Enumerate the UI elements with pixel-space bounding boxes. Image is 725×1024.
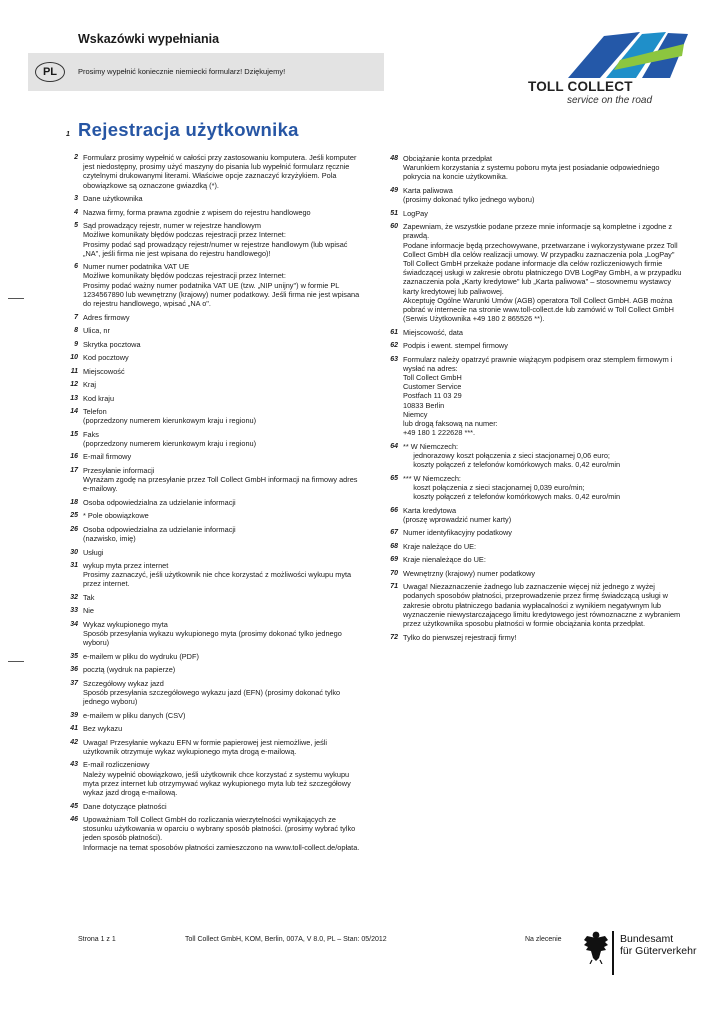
instruction-item — [60, 430, 362, 448]
item-number: 64 — [390, 442, 398, 450]
authority-name — [620, 933, 696, 957]
item-number: 6 — [74, 263, 78, 271]
item-text: Osoba odpowiedzialna za udzielanie informacji (nazwisko, imię) — [83, 524, 236, 544]
authority-divider — [612, 931, 614, 975]
item-text: Uwaga! Niezaznaczenie żadnego lub zaznaczenie więcej niż jednego z wyżej podanych sposobów płatności, przeprowadzenie przez firmę świadczącą usługi w zakresie obrotu płatniczego badania wypłacalności z wynikiem negatywnym lub wyznaczenie niewystarczającego limitu kredytowego jest równoznaczne z wybraniem przez użytkownika sposobu płatności w formie obciążania konta przedpłat. — [403, 582, 683, 629]
item-number: 2 — [74, 154, 78, 161]
margin-mark — [8, 298, 24, 299]
instruction-item — [60, 760, 362, 797]
item-text: Miejscowość — [83, 366, 125, 376]
instruction-item — [380, 582, 685, 628]
instruction-item — [60, 724, 362, 733]
item-text: Miejscowość, data — [403, 327, 463, 337]
item-number: 48 — [390, 155, 398, 162]
instruction-item — [60, 353, 362, 362]
item-number: 45 — [70, 802, 78, 810]
item-text: * Pole obowiązkowe — [83, 511, 149, 521]
instructions-left-column — [60, 153, 362, 856]
instruction-item — [60, 153, 362, 190]
item-text: Kod kraju — [83, 393, 115, 403]
margin-mark — [8, 661, 24, 662]
item-text: Dane dotyczące płatności — [83, 801, 167, 811]
language-note: Prosimy wypełnić koniecznie niemiecki formularz! Dziękujemy! — [78, 67, 286, 76]
item-text: Faks (poprzedzony numerem kierunkowym kraju i regionu) — [83, 429, 257, 448]
instruction-item — [380, 506, 685, 524]
instruction-item — [60, 561, 362, 589]
instruction-item — [60, 326, 362, 335]
item-number: 36 — [70, 666, 78, 674]
instruction-item — [380, 442, 685, 470]
language-badge: PL — [35, 62, 65, 82]
item-text: Zapewniam, że wszystkie podane przeze mnie informacje są kompletne i zgodne z prawdą. Podane informacje będą przechowywane, przetwarzane i wykorzystywane przez Toll Collect GmbH dla celów realizacji umowy. W przypadku zaznaczenia pola „LogPay" Toll Collect GmbH przekaże podane informacje dla celów rozliczeniowych firmie świadczącej usługi w zakresie obrotu płatniczego DVB LogPay GmbH, a w przypadku zaznaczenia pola „Karty kredytowe" lub „Karta paliwowa" – stosownemu wystawcy karty kredytowej lub paliwowej. Akceptuję Ogólne Warunki Umów (AGB) operatora Toll Collect GmbH. AGB można pobrać w internecie na stronie www.toll-collect.de lub zamówić w Toll Collect GmbH (Serwis Użytkownika +49 180 2 865526 **). — [403, 222, 682, 324]
instruction-item — [380, 186, 685, 204]
item-number: 12 — [70, 381, 78, 389]
item-number: 32 — [70, 593, 78, 601]
instruction-item — [380, 633, 685, 642]
item-text: Formularz należy opatrzyć prawnie wiążącym podpisem oraz stemplem firmowym i wysłać na adres: Toll Collect GmbH Customer Service Postfach 11 03 29 10833 Berlin Niemcy lub drogą faksową na numer: +49 180 1 222628 ***. — [403, 354, 673, 438]
item-text: Dane użytkownika — [83, 194, 143, 204]
item-number: 61 — [390, 328, 398, 336]
logo-wordmark: TOLL COLLECT — [528, 79, 633, 94]
item-text: Wykaz wykupionego myta Sposób przesyłania wykazu wykupionego myta (prosimy dokonać tylko jednego wyboru) — [83, 619, 342, 648]
instruction-item — [380, 154, 685, 182]
item-number: 51 — [390, 209, 398, 217]
instruction-item — [60, 313, 362, 322]
item-text: e-mailem w pliku danych (CSV) — [83, 710, 186, 720]
item-number: 14 — [70, 408, 78, 416]
item-text: pocztą (wydruk na papierze) — [83, 665, 176, 675]
instruction-item — [380, 222, 685, 323]
item-number: 5 — [74, 222, 78, 230]
item-number: 30 — [70, 548, 78, 556]
logo-tagline: service on the road — [567, 95, 653, 106]
item-number: 3 — [74, 195, 78, 203]
instruction-item — [60, 394, 362, 403]
instruction-item — [60, 606, 362, 615]
instruction-item — [60, 452, 362, 461]
item-number: 11 — [70, 367, 78, 375]
item-number: 7 — [74, 313, 78, 321]
item-number: 26 — [70, 525, 78, 533]
item-text: Telefon (poprzedzony numerem kierunkowym kraju i regionu) — [83, 407, 257, 426]
form-instructions-heading: Wskazówki wypełniania — [78, 32, 220, 46]
item-text: Karta paliwowa (prosimy dokonać tylko jednego wyboru) — [403, 185, 535, 205]
item-text: Sąd prowadzący rejestr, numer w rejestrze handlowym Możliwe komunikaty błędów podczas rejestracji przez Internet: Prosimy podać sąd prowadzący rejestr/numer w rejestrze handlowym (lub wpisać „NA", jeśli firma nie jest wpisana do rejestru handlowego)! — [83, 221, 348, 258]
instruction-item — [60, 802, 362, 811]
item-number: 18 — [70, 498, 78, 506]
footer-page-number: Strona 1 z 1 — [78, 936, 116, 943]
item-number: 34 — [70, 620, 78, 628]
item-number: 37 — [70, 679, 78, 687]
item-number: 46 — [70, 816, 78, 824]
federal-eagle-icon — [583, 930, 609, 964]
item-text: Adres firmowy — [83, 312, 130, 322]
item-number: 69 — [390, 556, 398, 564]
instruction-item — [60, 593, 362, 602]
item-text: Kod pocztowy — [83, 353, 129, 363]
instruction-item — [380, 542, 685, 551]
item-text: Szczegółowy wykaz jazd Sposób przesyłania szczegółowego wykazu jazd (EFN) (prosimy dokonać tylko jednego wyboru) — [83, 678, 341, 707]
item-number: 16 — [70, 453, 78, 461]
page-title: Rejestracja użytkownika — [78, 119, 299, 140]
instruction-item — [380, 328, 685, 337]
item-number: 17 — [70, 466, 78, 474]
item-text: Ulica, nr — [83, 326, 110, 336]
item-number: 25 — [70, 512, 78, 520]
instruction-item — [60, 498, 362, 507]
instruction-item — [60, 620, 362, 648]
item-number: 35 — [70, 652, 78, 660]
instruction-item — [380, 341, 685, 350]
item-text: Skrytka pocztowa — [83, 339, 141, 349]
instruction-item — [60, 511, 362, 520]
instruction-item — [60, 679, 362, 707]
instruction-item — [380, 569, 685, 578]
item-text: Uwaga! Przesyłanie wykazu EFN w formie papierowej jest niemożliwe, jeśli użytkownik otrzymuje wykaz wykupionego myta drogą e-mailową. — [83, 737, 330, 756]
item-text: Przesyłanie informacji Wyrażam zgodę na przesyłanie przez Toll Collect GmbH informacji na firmowy adres e-mailowy. — [83, 465, 358, 494]
item-number: 13 — [70, 394, 78, 402]
item-text: Upoważniam Toll Collect GmbH do rozliczania wierzytelności wynikających ze stosunku użytkowania w oparciu o wybrany sposób płatności. (prosimy wybrać tylko jeden sposób płatności). Informacje na temat sposobów płatności zamieszczono na www.toll-collect.de/opłata. — [83, 815, 360, 852]
item-number: 41 — [70, 725, 78, 733]
instruction-item — [380, 555, 685, 564]
instructions-right-column — [380, 154, 685, 646]
item-number: 60 — [390, 223, 398, 231]
instruction-item — [60, 738, 362, 756]
item-number: 10 — [70, 354, 78, 362]
instruction-item — [60, 665, 362, 674]
item-number: 68 — [390, 542, 398, 550]
item-number: 71 — [390, 583, 398, 591]
instruction-item — [60, 194, 362, 203]
item-number: 15 — [70, 430, 78, 438]
instruction-item — [60, 548, 362, 557]
item-text: Karta kredytowa (proszę wprowadzić numer karty) — [403, 505, 512, 524]
section-number: 1 — [66, 131, 70, 138]
instruction-item — [60, 208, 362, 217]
instruction-item — [60, 525, 362, 543]
item-text: wykup myta przez internet Prosimy zaznaczyć, jeśli użytkownik nie chce korzystać z możliwości wykupu myta przez internet. — [83, 561, 352, 589]
item-number: 66 — [390, 506, 398, 514]
instruction-item — [60, 221, 362, 258]
item-text: Kraje należące do UE: — [403, 541, 477, 551]
item-number: 42 — [70, 738, 78, 746]
item-text: Wewnętrzny (krajowy) numer podatkowy — [403, 568, 536, 578]
item-text: e-mailem w pliku do wydruku (PDF) — [83, 651, 199, 661]
item-number: 33 — [70, 607, 78, 615]
instruction-item — [380, 528, 685, 537]
footer-on-behalf: Na zlecenie — [525, 936, 562, 943]
toll-collect-logo-icon — [566, 30, 688, 78]
item-number: 4 — [74, 208, 78, 216]
item-text: Numer identyfikacyjny podatkowy — [403, 528, 512, 538]
item-number: 43 — [70, 761, 78, 769]
item-number: 31 — [70, 562, 78, 570]
instruction-item — [60, 367, 362, 376]
authority-name-line2: für Güterverkehr — [620, 945, 697, 957]
item-number: 62 — [390, 342, 398, 350]
item-number: 49 — [390, 186, 398, 194]
item-number: 65 — [390, 474, 398, 482]
item-text: ** W Niemczech: jednorazowy koszt połączenia z sieci stacjonarnej 0,06 euro; koszty połączeń z telefonów komórkowych maks. 0,42 euro/min — [403, 441, 621, 470]
instruction-item — [60, 652, 362, 661]
instruction-item — [60, 407, 362, 425]
instruction-item — [60, 262, 362, 308]
item-text: Kraj — [83, 380, 97, 390]
instruction-item — [60, 815, 362, 852]
item-number: 9 — [74, 340, 78, 348]
item-text: Tylko do pierwszej rejestracji firmy! — [403, 632, 517, 642]
instruction-item — [380, 209, 685, 218]
item-number: 39 — [70, 711, 78, 719]
item-text: Numer numer podatnika VAT UE Możliwe komunikaty błędów podczas rejestracji przez Internet: Prosimy podać ważny numer podatnika VAT UE (tzw. „NIP unijny") w formie PL 1234567890 lub wewnętrzny (krajowy) numer podatkowy. Jeśli firma nie jest wpisana do rejestru handlowego, wpisać „NA o". — [83, 262, 360, 309]
instruction-item — [60, 711, 362, 720]
item-number: 8 — [74, 327, 78, 335]
item-text: Tak — [83, 592, 95, 602]
item-number: 67 — [390, 529, 398, 537]
item-text: Kraje nienależące do UE: — [403, 555, 486, 565]
item-text: Nazwa firmy, forma prawna zgodnie z wpisem do rejestru handlowego — [83, 207, 311, 217]
footer-document-info: Toll Collect GmbH, KOM, Berlin, 007A, V 8.0, PL – Stan: 05/2012 — [185, 936, 387, 943]
item-text: E-mail rozliczeniowy Należy wypełnić obowiązkowo, jeśli użytkownik chce korzystać z systemu wykupu myta przez internet lub otrzymywać wykaz wykupionego myta lub też szczegółowy wykaz jazd drogą e-mailową. — [83, 760, 351, 798]
instruction-item — [60, 380, 362, 389]
item-text: Usługi — [83, 547, 104, 557]
item-text: LogPay — [403, 208, 428, 218]
item-number: 70 — [390, 569, 398, 577]
instruction-item — [380, 474, 685, 502]
item-text: Osoba odpowiedzialna za udzielanie informacji — [83, 497, 236, 507]
instruction-item — [60, 466, 362, 494]
item-text: Bez wykazu — [83, 724, 123, 734]
item-text: E-mail firmowy — [83, 452, 132, 462]
item-text: *** W Niemczech: koszt połączenia z sieci stacjonarnej 0,039 euro/min; koszty połączeń z telefonów komórkowych maks. 0,42 euro/min — [403, 473, 621, 502]
item-text: Nie — [83, 606, 95, 616]
item-number: 72 — [390, 633, 398, 641]
item-text: Obciążanie konta przedpłat Warunkiem korzystania z systemu poboru myta jest posiadanie odpowiedniego pokrycia na koncie użytkownika. — [403, 154, 660, 182]
authority-name-line1: Bundesamt — [620, 933, 674, 945]
item-text: Formularz prosimy wypełnić w całości przy zastosowaniu komputera. Jeśli komputer jest niedostępny, prosimy użyć maszyny do pisania lub wypełnić formularz ręcznie czytelnymi drukowanymi literami. Właściwe opcje zaznaczyć krzyżykiem. Pola obowiązkowe są oznaczone gwiazdką (*). — [83, 153, 359, 190]
item-number: 63 — [390, 355, 398, 363]
instruction-item — [60, 340, 362, 349]
instruction-item — [380, 355, 685, 438]
item-text: Podpis i ewent. stempel firmowy — [403, 341, 508, 351]
